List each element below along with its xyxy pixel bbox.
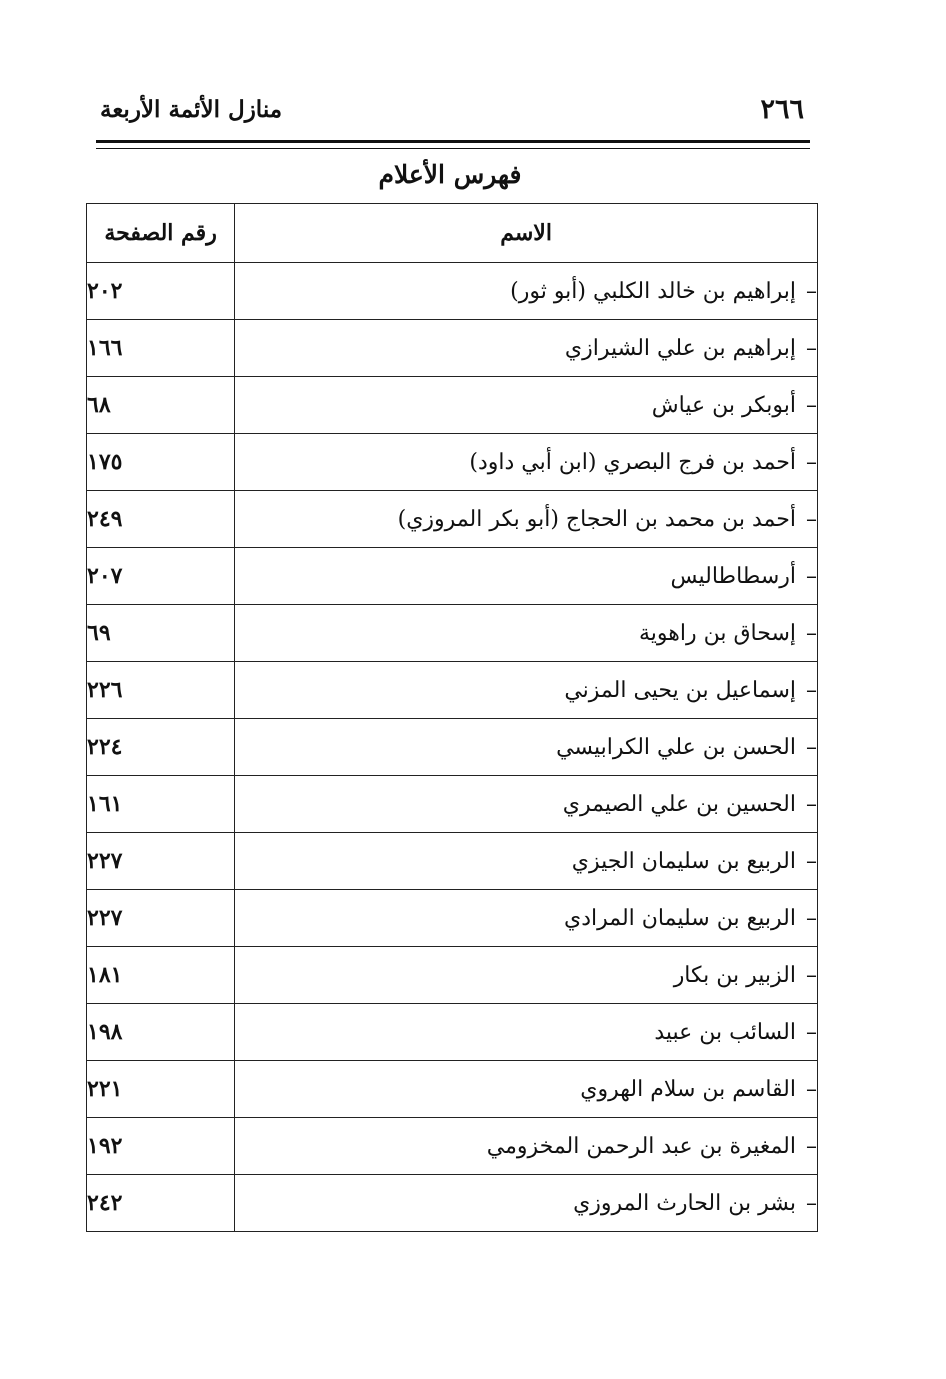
person-name: أحمد بن فرج البصري (ابن أبي داود) <box>469 449 796 475</box>
list-dash: – <box>806 962 817 988</box>
list-dash: – <box>806 620 817 646</box>
name-cell <box>235 1061 818 1118</box>
table-row <box>87 719 818 776</box>
page-number: ٢٦٦ <box>760 94 804 125</box>
table-row <box>87 1061 818 1118</box>
list-dash: – <box>806 848 817 874</box>
list-dash: – <box>806 278 817 304</box>
page-number-cell: ١٨١ <box>87 947 235 1004</box>
table-row <box>87 662 818 719</box>
person-name: إبراهيم بن خالد الكلبي (أبو ثور) <box>510 278 796 304</box>
name-cell <box>235 719 818 776</box>
table-row <box>87 320 818 377</box>
table-row <box>87 1118 818 1175</box>
name-cell <box>235 263 818 320</box>
name-cell <box>235 1118 818 1175</box>
list-dash: – <box>806 1133 817 1159</box>
book-title: منازل الأئمة الأربعة <box>100 96 283 123</box>
name-cell <box>235 605 818 662</box>
page-number-cell: ٢٢٦ <box>87 662 235 719</box>
person-name: أرسطاطاليس <box>670 563 796 589</box>
page-number-cell: ٢٤٢ <box>87 1175 235 1232</box>
table-row <box>87 947 818 1004</box>
person-name: الربيع بن سليمان الجيزي <box>571 848 796 874</box>
list-dash: – <box>806 734 817 760</box>
table-row <box>87 377 818 434</box>
table-row <box>87 491 818 548</box>
table-row <box>87 833 818 890</box>
table-row <box>87 263 818 320</box>
table-row <box>87 605 818 662</box>
list-dash: – <box>806 677 817 703</box>
name-cell <box>235 662 818 719</box>
person-name: إبراهيم بن علي الشيرازي <box>564 335 796 361</box>
name-cell <box>235 1004 818 1061</box>
list-dash: – <box>806 791 817 817</box>
table-row <box>87 1004 818 1061</box>
page-number-cell: ٢٢٤ <box>87 719 235 776</box>
header-rule-thin <box>96 148 810 149</box>
person-name: إسحاق بن راهوية <box>639 620 796 646</box>
person-name: أحمد بن محمد بن الحجاج (أبو بكر المروزي) <box>397 506 796 532</box>
list-dash: – <box>806 335 817 361</box>
list-dash: – <box>806 1076 817 1102</box>
person-name: الزبير بن بكار <box>673 962 796 988</box>
page-number-cell: ٢٠٢ <box>87 263 235 320</box>
column-header-page: رقم الصفحة <box>87 204 235 263</box>
list-dash: – <box>806 392 817 418</box>
name-cell <box>235 947 818 1004</box>
person-name: إسماعيل بن يحيى المزني <box>564 677 796 703</box>
names-index-table <box>86 203 818 1232</box>
person-name: السائب بن عبيد <box>654 1019 796 1045</box>
page-number-cell: ٢٠٧ <box>87 548 235 605</box>
page-number-cell: ١٦٦ <box>87 320 235 377</box>
page-number-cell: ٢٤٩ <box>87 491 235 548</box>
name-cell <box>235 776 818 833</box>
name-cell <box>235 1175 818 1232</box>
person-name: الحسن بن علي الكرابيسي <box>556 734 796 760</box>
name-cell <box>235 377 818 434</box>
page-number-cell: ٦٨ <box>87 377 235 434</box>
header-rule-thick <box>96 140 810 143</box>
name-cell <box>235 548 818 605</box>
list-dash: – <box>806 506 817 532</box>
name-cell <box>235 434 818 491</box>
list-dash: – <box>806 905 817 931</box>
page-header <box>96 86 808 134</box>
page-number-cell: ١٦١ <box>87 776 235 833</box>
person-name: أبوبكر بن عياش <box>651 392 796 418</box>
page-number-cell: ٢٢١ <box>87 1061 235 1118</box>
index-title: فهرس الأعلام <box>378 160 522 189</box>
table-row <box>87 434 818 491</box>
table-header-row <box>87 204 818 263</box>
person-name: الحسين بن علي الصيمري <box>562 791 796 817</box>
person-name: القاسم بن سلام الهروي <box>580 1076 796 1102</box>
list-dash: – <box>806 563 817 589</box>
list-dash: – <box>806 1019 817 1045</box>
page-number-cell: ١٧٥ <box>87 434 235 491</box>
table-row <box>87 548 818 605</box>
column-header-name: الاسم <box>235 204 818 263</box>
name-cell <box>235 833 818 890</box>
page-number-cell: ١٩٨ <box>87 1004 235 1061</box>
table-row <box>87 1175 818 1232</box>
table-row <box>87 776 818 833</box>
list-dash: – <box>806 1190 817 1216</box>
person-name: الربيع بن سليمان المرادي <box>563 905 796 931</box>
page-number-cell: ٢٢٧ <box>87 833 235 890</box>
table-row <box>87 890 818 947</box>
page-number-cell: ٦٩ <box>87 605 235 662</box>
page-number-cell: ١٩٢ <box>87 1118 235 1175</box>
person-name: بشر بن الحارث المروزي <box>573 1190 796 1216</box>
name-cell <box>235 491 818 548</box>
page-number-cell: ٢٢٧ <box>87 890 235 947</box>
name-cell <box>235 890 818 947</box>
person-name: المغيرة بن عبد الرحمن المخزومي <box>486 1133 796 1159</box>
name-cell <box>235 320 818 377</box>
list-dash: – <box>806 449 817 475</box>
